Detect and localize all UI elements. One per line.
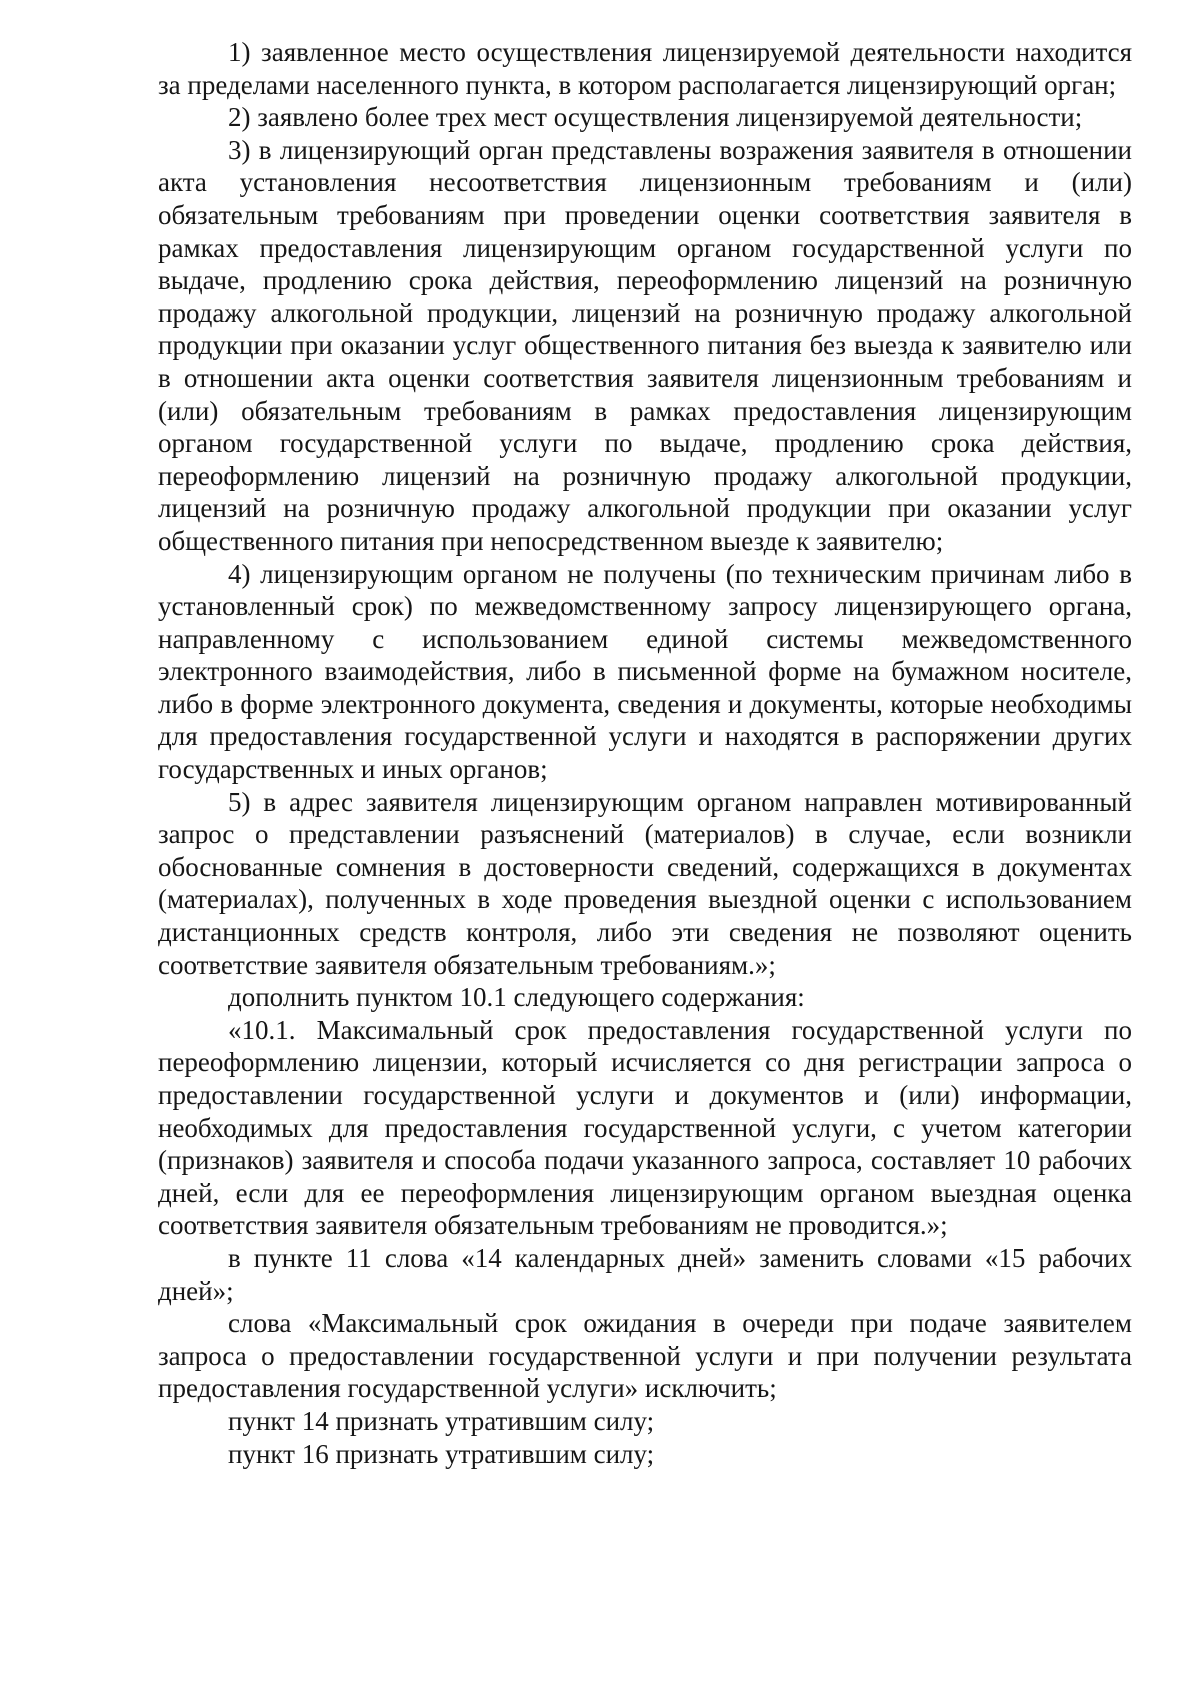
paragraph-item-3: 3) в лицензирующий орган представлены возражения заявителя в отношении акта установления несоответствия лицензионным требованиям и (или) обязательным требованиям при проведении оценки соответствия заявителя в рамках предоставления лицензирующим органом государственной услуги по выдаче, продлению срока действия, переоформлению лицензий на розничную продажу алкогольной продукции, лицензий на розничную продажу алкогольной продукции при оказании услуг общественного питания без выезда к заявителю или в отношении акта оценки соответствия заявителя лицензионным требованиям и (или) обязательным требованиям в рамках предоставления лицензирующим органом государственной услуги по выдаче, продлению срока действия, переоформлению лицензий на розничную продажу алкогольной продукции, лицензий на розничную продажу алкогольной продукции при оказании услуг общественного питания при непосредственном выезде к заявителю; [158,134,1132,556]
paragraph-10-1-text: «10.1. Максимальный срок предоставления государственной услуги по переоформлению лицензии, который исчисляется со дня регистрации запроса о предоставлении государственной услуги и документов и (или) информации, необходимых для предоставления государственной услуги, с учетом категории (признаков) заявителя и способа подачи указанного запроса, составляет 10 рабочих дней, если для ее переоформления лицензирующим органом выездная оценка соответствия заявителя обязательным требованиям не проводится.»; [158,1014,1132,1241]
paragraph-point-14: пункт 14 признать утратившим силу; [228,1405,655,1436]
paragraph-point-16: пункт 16 признать утратившим силу; [228,1438,655,1469]
paragraph-item-1: 1) заявленное место осуществления лицензируемой деятельности находится за пределами населенного пункта, в котором располагается лицензирующий орган; [158,37,1132,100]
paragraph-item-5: 5) в адрес заявителя лицензирующим органом направлен мотивированный запрос о представлении разъяснений (материалов) в случае, если возникли обоснованные сомнения в достоверности сведений, содержащихся в документах (материалах), полученных в ходе проведения выездной оценки с использованием дистанционных средств контроля, либо эти сведения не позволяют оценить соответствие заявителя обязательным требованиям.»; [158,786,1132,980]
paragraph-words-exclude: слова «Максимальный срок ожидания в очереди при подаче заявителем запроса о предоставлении государственной услуги и при получении результата предоставления государственной услуги» исключить; [158,1308,1132,1404]
paragraph-item-4: 4) лицензирующим органом не получены (по техническим причинам либо в установленный срок) по межведомственному запросу лицензирующего органа, направленному с использованием единой системы межведомственного электронного взаимодействия, либо в письменной форме на бумажном носителе, либо в форме электронного документа, сведения и документы, которые необходимы для предоставления государственной услуги и находятся в распоряжении других государственных и иных органов; [158,558,1132,785]
paragraph-point-11: в пункте 11 слова «14 календарных дней» заменить словами «15 рабочих дней»; [158,1242,1132,1306]
paragraph-add-10-1: дополнить пунктом 10.1 следующего содержания: [228,982,805,1013]
document-body [158,36,1132,1470]
paragraph-item-2: 2) заявлено более трех мест осуществления лицензируемой деятельности; [228,102,1083,133]
